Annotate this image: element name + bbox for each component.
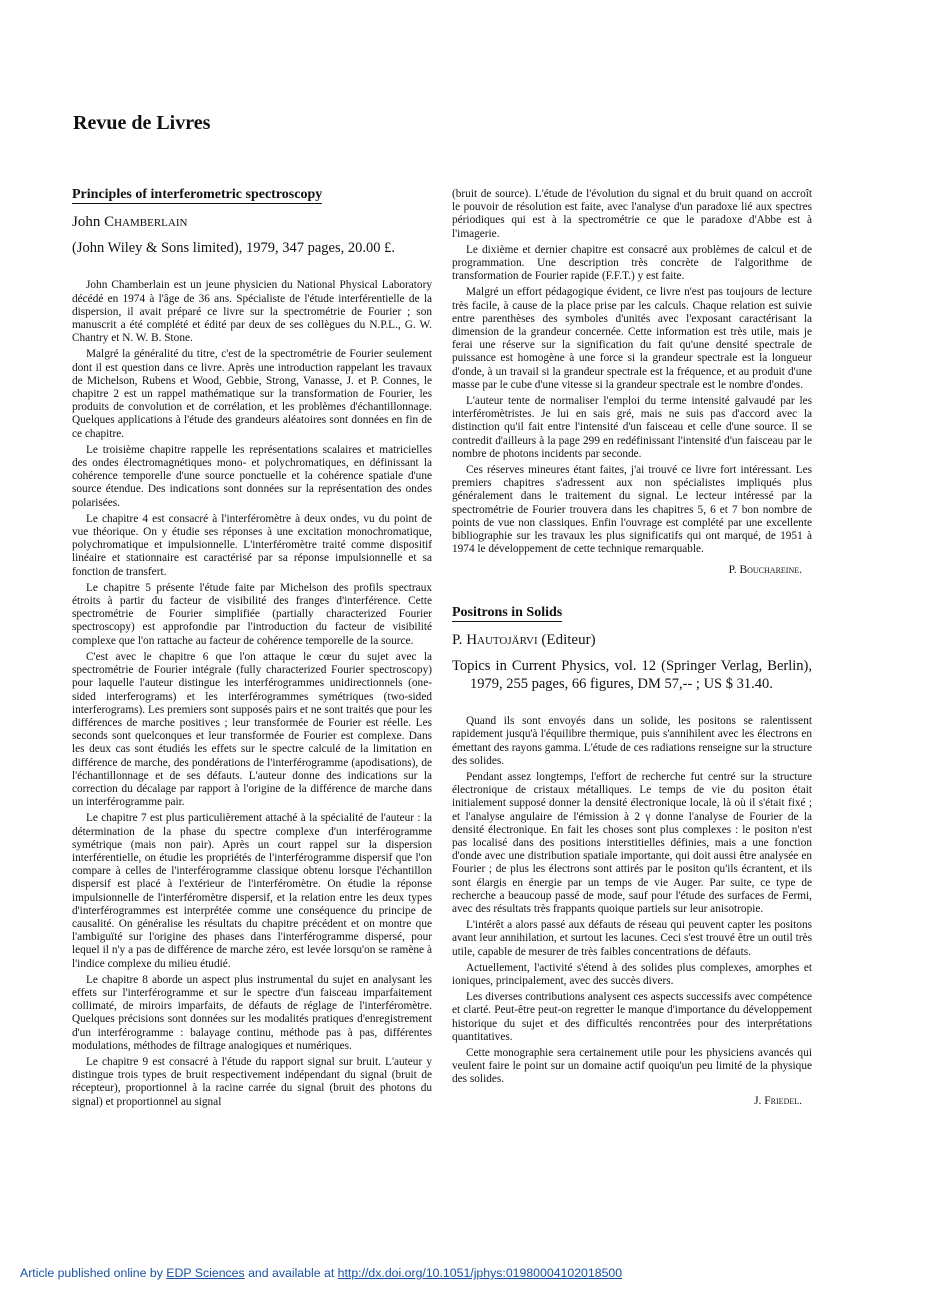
paragraph: Le chapitre 9 est consacré à l'étude du rapport signal sur bruit. L'auteur y distingue trois types de bruit respectivement indépendant du signal (bruit de récepteur), proportionnel à la racine carrée du signal (bruit des photons du signal) et proportionnel au signal <box>72 1055 432 1108</box>
paragraph: Le chapitre 5 présente l'étude faite par Michelson des profils spectraux étroits à partir du facteur de visibilité des franges d'interférence. Cette spectrométrie de Fourier simplifiée (partially characterized Fourier spectroscopy) est approfondie par l'introduction du facteur de visibilité complexe que l'on rattache au facteur de cohérence temporelle de la source. <box>72 581 432 647</box>
section-gap <box>452 578 812 606</box>
paragraph: Les diverses contributions analysent ces aspects successifs avec compétence et clarté. Peut-être peut-on regretter le manque d'importance du développement historique du sujet et des difficultés rencontrées pour des interprétations quantitatives. <box>452 991 812 1043</box>
paragraph: Quand ils sont envoyés dans un solide, les positons se ralentissent rapidement jusqu'à l'équilibre thermique, puis s'annihilent avec les électrons en émettant des rayons gamma. L'étude de ces radiations renseigne sur la structure des solides. <box>452 715 812 767</box>
review1-author <box>72 216 432 229</box>
review1-signature: P. Bouchareine. <box>728 564 802 577</box>
paragraph: Le troisième chapitre rappelle les représentations scalaires et matricielles des ondes électromagnétiques mono- et polychromatiques, en définissant la cohérence temporelle d'une source ponctuelle et la cohérence spatiale d'une source étendue. Des indications sont données sur la représentation des ondes polarisées. <box>72 443 432 509</box>
paragraph: Malgré la généralité du titre, c'est de la spectrométrie de Fourier seulement dont il est question dans ce livre. Après une introduction rappelant les travaux de Michelson, Rubens et Wood, Gebbie, Strong, Vanasse, J. et P. Connes, le chapitre 2 est un rappel mathématique sur la transformation de Fourier, les produits de convolution et de corrélation, et les problèmes d'échantillonnage. Quelques applications à l'étude des grandeurs aléatoires sont données en fin de ce chapitre. <box>72 348 432 440</box>
right-column <box>452 188 812 1108</box>
left-column <box>72 188 432 1112</box>
paragraph: Actuellement, l'activité s'étend à des solides plus complexes, amorphes et ioniques, principalement, avec des succès divers. <box>452 961 812 987</box>
review1-author-first: John <box>72 214 101 231</box>
review2-book-title: Positrons in Solids <box>452 606 562 622</box>
footer-prefix: Article published online by <box>20 1266 167 1280</box>
paragraph: Cette monographie sera certainement utile pour les physiciens avancés qui veulent faire le point sur un domaine actif quoiqu'un peu limité de la physique des solides. <box>452 1046 812 1086</box>
paragraph: Le chapitre 7 est plus particulièrement attaché à la spécialité de l'auteur : la détermination de la phase du spectre complexe d'un interférogramme symétrique (mais non pair). Après un court rappel sur la dispersion interférentielle, on étudie les propriétés de l'interférogramme dispersif que l'on compare à celles de l'interférogramme classique obtenu lorsque l'échantillon dispersif est placé à l'extérieur de l'interféromètre. On étudie la réponse impulsionnelle de l'interféromètre dispersif, et la relation entre les deux types d'interférogrammes est interprétée comme une conséquence du principe de causalité. On généralise les résultats du chapitre précédent et on montre que l'ambiguïté sur l'origine des phases dans l'interférogramme dispersé, pour lequel il n'y a pas de différence de marche zéro, est levée lorsqu'on se ramène à l'indice complexe du milieu étudié. <box>72 812 432 970</box>
publisher-link[interactable]: EDP Sciences <box>166 1266 245 1280</box>
review1-author-last: Chamberlain <box>104 214 188 231</box>
review2-paragraphs <box>452 715 812 1086</box>
paragraph: Pendant assez longtemps, l'effort de recherche fut centré sur la structure électronique de cristaux métalliques. Le temps de vie du positon était initialement supposé donner la densité électronique locale, là où il s'était fixé ; et l'analyse angulaire de l'émission à 2 γ donne l'analyse de Fourier de la densité électronique. En fait les choses sont plus complexes : le positon n'est pas localisé dans des positions interstitielles définies, mais a une fonction d'onde avec une distribution spatiale importante, qui doit aussi être analysée en Fourier ; de plus les électrons sont attirés par le positon qu'ils écrantent, et ils sont élargis en énergie par un temps de vie Auger. Par suite, ce type de recherche a beaucoup passé de mode, sauf pour l'étude des surfaces de Fermi, avec des résultats très frappants quoique partiels sur leur anisotropie. <box>452 770 812 915</box>
review1-left-paragraphs <box>72 279 432 1108</box>
review2-author-last: Hautojärvi <box>466 631 538 648</box>
paragraph: Le chapitre 4 est consacré à l'interféromètre à deux ondes, vu du point de vue théorique. On y étudie ses réponses à une excitation monochromatique, polychromatique et impulsionnelle. L'interféromètre traité comme dispositif linéaire et stationnaire est caractérisé par sa réponse impulsionnelle et sa fonction de transfert. <box>72 512 432 578</box>
paragraph: L'intérêt a alors passé aux défauts de réseau qui peuvent capter les positons avant leur annihilation, et surtout les lacunes. Ceci s'est trouvé être un outil très utile, capable de mesurer de très faibles concentrations de défauts. <box>452 919 812 958</box>
page-title: Revue de Livres <box>73 112 211 134</box>
paragraph: John Chamberlain est un jeune physicien du National Physical Laboratory décédé en 1974 à l'âge de 36 ans. Spécialiste de l'étude interférentielle de la dispersion, il avait préparé ce livre sur la spectrométrie de Fourier ; son manuscrit a été complété et édité par deux de ses collègues du N.P.L., G. W. Chantry et N. W. B. Stone. <box>72 279 432 345</box>
doi-link[interactable]: http://dx.doi.org/10.1051/jphys:01980004102018500 <box>337 1266 623 1280</box>
paragraph: L'auteur tente de normaliser l'emploi du terme intensité galvaudé par les interféromètristes. Je lui en sais gré, mais ne suis pas d'accord avec la distinction qu'il fait entre l'intensité d'un faisceau et celle d'une source. Il se contredit d'ailleurs à la page 299 en redéfinissant l'intensité d'un faisceau par le nombre de photons incidents par seconde. <box>452 395 812 460</box>
review2-signature: J. Friedel. <box>754 1094 802 1107</box>
review2-author-role: (Editeur) <box>541 631 596 648</box>
paragraph: Ces réserves mineures étant faites, j'ai trouvé ce livre fort intéressant. Les premiers chapitres s'adressent aux non spécialistes impliqués plus généralement dans le traitement du signal. Le lecteur intéressé par la spectrométrie de Fourier trouvera dans les chapitres 5, 6 et 7 bon nombre de points de vue non classiques. Enfin l'ouvrage est complété par une excellente bibliographie sur les travaux les plus significatifs qui ont marqué, de 1951 à 1974 le développement de cette technique remarquable. <box>452 464 812 556</box>
footer-middle: and available at <box>244 1266 338 1280</box>
paragraph: C'est avec le chapitre 6 que l'on attaque le cœur du sujet avec la spectrométrie de Fourier intégrale (fully characterized Fourier spectroscopy) pour laquelle l'auteur distingue les interférogrammes unidirectionnels (one-sided interferograms) et les interférogrammes symétriques (two-sided interferograms). Les premiers sont supposés pairs et ne sont traités que pour les différences de marche positives ; leur transformée de Fourier est réelle. Les seconds sont quelconques et leur transformée de Fourier est complexe. Dans les deux cas sont étudiés les effets sur le spectre calculé de la limitation en différence de marche, des pondérations de l'interférogramme (apodisations), de l'échantillonnage et de ses défauts. L'auteur donne des indications sur la correction du décalage par rapport à l'origine de la différence de marche dans un interférogramme pair. <box>72 650 432 809</box>
review2-author-first: P. <box>452 631 463 648</box>
paragraph: (bruit de source). L'étude de l'évolution du signal et du bruit quand on accroît le pouvoir de résolution est faite, avec l'analyse d'un paradoxe lié aux spectres périodiques qui est à la spectrométrie ce que le paradoxe d'Abbe est à l'imagerie. <box>452 188 812 240</box>
paragraph: Le chapitre 8 aborde un aspect plus instrumental du sujet en analysant les effets sur l'interférogramme et sur le spectre d'un faisceau imparfaitement collimaté, de miroirs imparfaits, de défauts de réglage de l'interféromètre. Quelques précisions sont données sur les modalités pratiques d'enregistrement d'un interférogramme : balayage continu, méthode pas à pas, différentes modulations, méthodes de filtrage analogiques et numériques. <box>72 973 432 1052</box>
footer <box>20 1266 622 1280</box>
review1-book-title: Principles of interferometric spectroscopy <box>72 188 322 204</box>
review2-publication: Topics in Current Physics, vol. 12 (Springer Verlag, Berlin), 1979, 255 pages, 66 figures, DM 57,-- ; US $ 31.40. <box>452 658 812 693</box>
review2-author <box>452 631 812 648</box>
review1-publication: (John Wiley & Sons limited), 1979, 347 pages, 20.00 £. <box>72 240 395 257</box>
paragraph: Le dixième et dernier chapitre est consacré aux problèmes de calcul et de programmation. Une description très concrète de l'algorithme de transformation de Fourier rapide (F.F.T.) y est faite. <box>452 243 812 283</box>
paragraph: Malgré un effort pédagogique évident, ce livre n'est pas toujours de lecture très facile, à cause de la place prise par les calculs. Chaque relation est suivie entre parenthèses des symboles d'unités avec l'exposant caractérisant la dimension de la grandeur concernée. Cette information est très utile, mais je ferai une réserve sur la signification du fait qu'une densité spectrale de puissance est homogène à une force si la grandeur spectrale est la longueur d'onde, à un travail si la grandeur spectrale est la fréquence, et au produit d'une masse par le cube d'une vitesse si la grandeur spectrale est le nombre d'ondes. <box>452 286 812 391</box>
review1-right-paragraphs <box>452 188 812 556</box>
